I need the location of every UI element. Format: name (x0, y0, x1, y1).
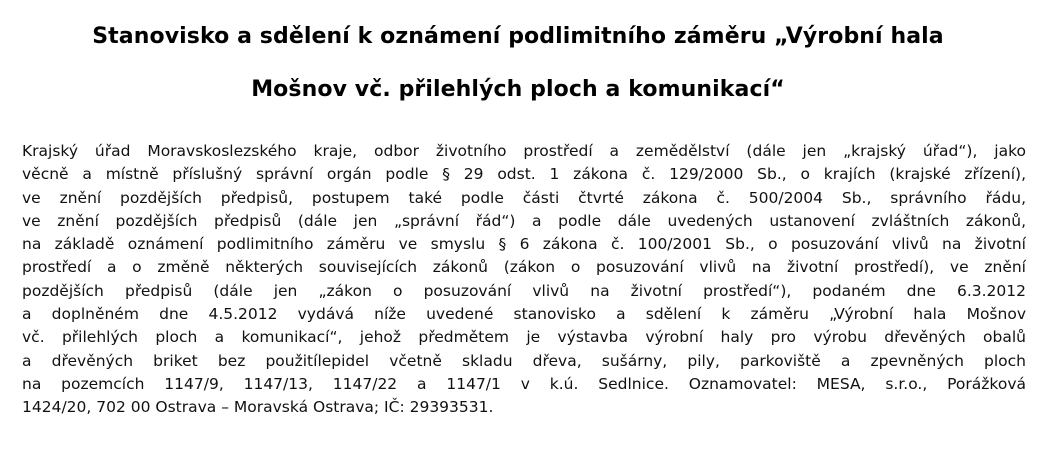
body-line: a doplněném dne 4.5.2012 vydává níže uvedené stanovisko a sdělení k záměru „Výrobní hala Mošnov (22, 305, 1026, 324)
document-title-line-1: Stanovisko a sdělení k oznámení podlimitního záměru „Výrobní hala (92, 24, 944, 49)
body-line: na základě oznámení podlimitního záměru ve smyslu § 6 zákona č. 100/2001 Sb., o posuzování vlivů na životní (22, 235, 1026, 254)
body-line: pozdějších předpisů (dále jen „zákon o posuzování vlivů na životní prostředí“), podaném dne 6.3.2012 (22, 281, 1026, 300)
body-line: a dřevěných briket bez použitílepidel včetně skladu dřeva, sušárny, pily, parkoviště a zpevněných ploch (22, 351, 1026, 370)
body-line: prostředí a o změně některých souvisejících zákonů (zákon o posuzování vlivů na životní prostředí), ve znění (22, 258, 1026, 277)
body-line: vč. přilehlých ploch a komunikací“, jehož předmětem je výstavba výrobní haly pro výrobu dřevěných obalů (22, 328, 1026, 347)
body-line: na pozemcích 1147/9, 1147/13, 1147/22 a 1147/1 v k.ú. Sedlnice. Oznamovatel: MESA, s.r.o., Porážková (22, 374, 1026, 393)
body-line: ve znění pozdějších předpisů, postupem také podle části čtvrté zákona č. 500/2004 Sb., správního řádu, (22, 188, 1026, 207)
body-paragraph (22, 140, 1026, 420)
body-line: ve znění pozdějších předpisů (dále jen „správní řád“) a podle dále uvedených ustanovení zvláštních zákonů, (22, 211, 1026, 230)
body-line: věcně a místně příslušný správní orgán podle § 29 odst. 1 zákona č. 129/2000 Sb., o krajích (krajské zřízení), (22, 165, 1026, 184)
body-line: Krajský úřad Moravskoslezského kraje, odbor životního prostředí a zemědělství (dále jen „krajský úřad“), jako (22, 142, 1026, 160)
document-title-line-2: Mošnov vč. přilehlých ploch a komunikací“ (251, 77, 785, 102)
body-line: 1424/20, 702 00 Ostrava – Moravská Ostrava; IČ: 29393531. (22, 398, 494, 417)
